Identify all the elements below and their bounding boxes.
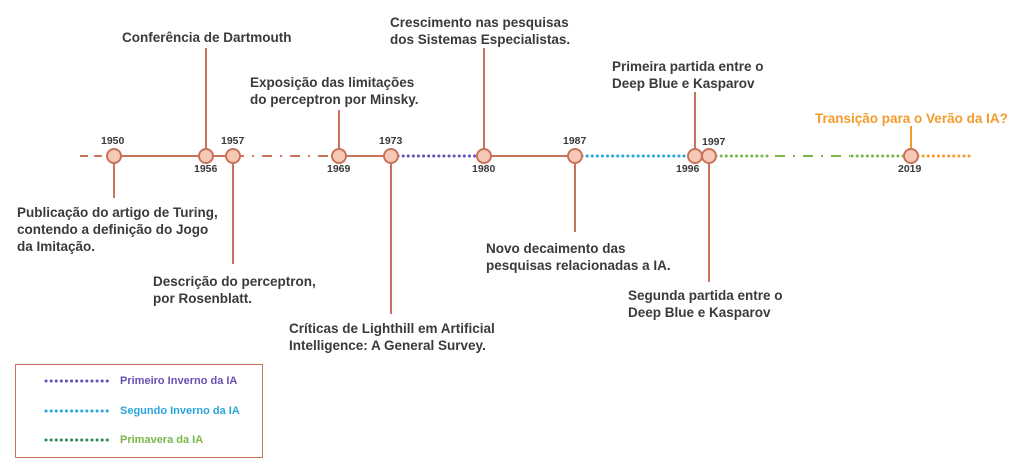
legend [15, 364, 263, 458]
node-1997 [702, 149, 716, 163]
legend-label-spring: Primavera da IA [120, 434, 204, 446]
event-1957-line-2: por Rosenblatt. [153, 291, 253, 306]
year-1997: 1997 [702, 136, 726, 148]
event-1973-line-2: Intelligence: A General Survey. [289, 338, 486, 353]
legend-swatch-second-winter [44, 408, 114, 414]
event-1969-line-2: do perceptron por Minsky. [250, 92, 419, 107]
event-1950-line-3: da Imitação. [17, 239, 96, 254]
event-1997-line-2: Deep Blue e Kasparov [628, 305, 771, 320]
event-1957 [153, 273, 316, 307]
year-1969: 1969 [327, 163, 351, 175]
node-1973 [384, 149, 398, 163]
event-1969 [250, 74, 419, 108]
event-1969-line-1: Exposição das limitações [250, 75, 415, 90]
event-1996-line-2: Deep Blue e Kasparov [612, 76, 755, 91]
year-1957: 1957 [221, 135, 245, 147]
legend-label-first-winter: Primeiro Inverno da IA [120, 375, 238, 387]
year-1980: 1980 [472, 163, 496, 175]
legend-label-second-winter: Segundo Inverno da IA [120, 405, 240, 417]
legend-swatch-first-winter [44, 378, 114, 384]
event-1950-line-1: Publicação do artigo de Turing, [17, 205, 218, 220]
node-1987 [568, 149, 582, 163]
event-1997-line-1: Segunda partida entre o [628, 288, 783, 303]
node-1996 [688, 149, 702, 163]
year-1987: 1987 [563, 135, 587, 147]
legend-item-first-winter [16, 373, 262, 393]
event-1956 [122, 29, 292, 46]
event-1987 [486, 240, 671, 274]
legend-item-spring [16, 432, 262, 452]
year-1973: 1973 [379, 135, 403, 147]
node-1980 [477, 149, 491, 163]
event-1956-line-1: Conferência de Dartmouth [122, 30, 292, 45]
event-1987-line-1: Novo decaimento das [486, 241, 626, 256]
year-1956: 1956 [194, 163, 218, 175]
node-1950 [107, 149, 121, 163]
node-1957 [226, 149, 240, 163]
event-1980-line-2: dos Sistemas Especialistas. [390, 32, 571, 47]
event-1996-line-1: Primeira partida entre o [612, 59, 764, 74]
event-1957-line-1: Descrição do perceptron, [153, 274, 316, 289]
event-1997 [628, 287, 783, 321]
event-1950 [17, 204, 218, 255]
year-1996: 1996 [676, 163, 700, 175]
event-1987-line-2: pesquisas relacionadas a IA. [486, 258, 671, 273]
event-1973-line-1: Críticas de Lighthill em Artificial [289, 321, 495, 336]
year-2019: 2019 [898, 163, 922, 175]
event-1950-line-2: contendo a definição do Jogo [17, 222, 209, 237]
event-1980 [390, 14, 570, 48]
event-1996 [612, 58, 764, 92]
node-1969 [332, 149, 346, 163]
legend-swatch-spring [44, 437, 114, 443]
legend-item-second-winter [16, 403, 262, 423]
year-1950: 1950 [101, 135, 125, 147]
event-1973 [289, 320, 495, 354]
node-1956 [199, 149, 213, 163]
node-2019 [904, 149, 918, 163]
event-2019: Transição para o Verão da IA? [815, 111, 1008, 126]
event-1980-line-1: Crescimento nas pesquisas [390, 15, 569, 30]
